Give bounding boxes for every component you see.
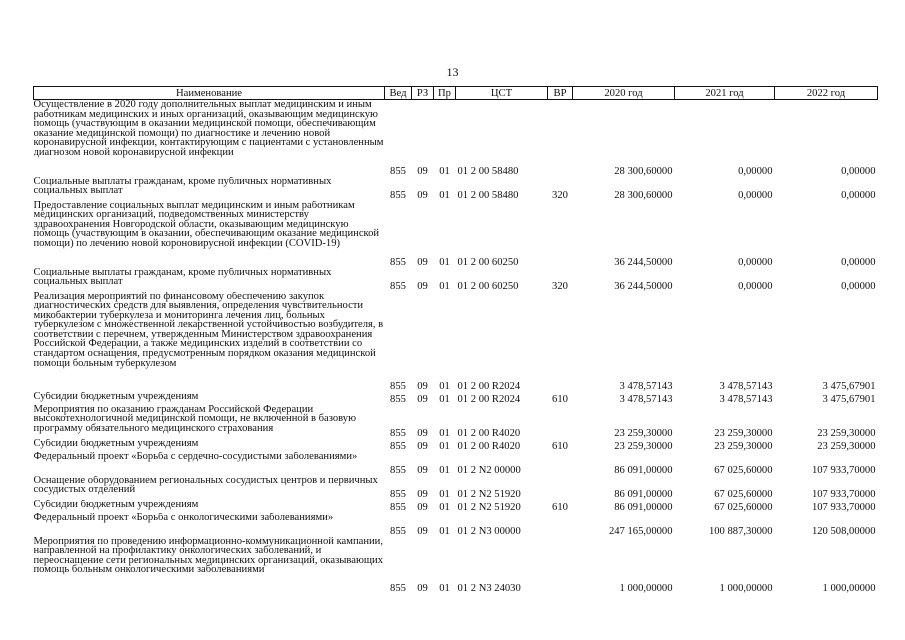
row-2021: 23 259,30000 [714, 440, 773, 452]
row-pr: 01 [439, 501, 450, 513]
row-cst: 01 2 00 60250 [457, 280, 519, 292]
row-2021: 0,00000 [738, 256, 773, 268]
row-ved: 855 [390, 488, 406, 500]
row-cst: 01 2 N2 51920 [457, 501, 521, 513]
row-ved: 855 [390, 380, 406, 392]
table-header-row [34, 87, 878, 100]
row-cst: 01 2 N3 24030 [457, 582, 521, 594]
row-ved: 855 [390, 165, 406, 177]
row-2021: 67 025,60000 [714, 501, 773, 513]
row-rz: 09 [417, 256, 428, 268]
table-row [34, 500, 878, 513]
row-name: Реализация мероприятий по финансовому обеспечению закупок диагностических средств для выявления, определения чувствительности микобактерии туберкулеза и мониторинга лечения лиц, больных туберкулезом с множественной лекарственной устойчивостью возбудителя, в соответствии с перечнем, утвержденным Министерством здравоохранения Российской Федерации, а также медицинских изделий в соответствии со стандартом оснащения, предусмотренным порядком оказания медицинской помощи больным туберкулезом [33, 291, 384, 369]
row-vr [548, 201, 573, 268]
row-ved: 855 [390, 440, 406, 452]
row-pr: 01 [439, 488, 450, 500]
row-2020: 86 091,00000 [614, 501, 673, 513]
row-2020: 23 259,30000 [614, 427, 673, 439]
header-2020: 2020 год [573, 87, 675, 100]
row-pr: 01 [439, 280, 450, 292]
row-cst: 01 2 00 R4020 [457, 440, 521, 452]
row-vr: 320 [552, 189, 568, 201]
row-vr [548, 452, 573, 476]
row-2022: 3 475,67901 [822, 380, 876, 392]
budget-table [33, 86, 878, 594]
row-vr [548, 100, 573, 177]
row-2022: 0,00000 [841, 280, 876, 292]
row-2020: 28 300,60000 [614, 189, 673, 201]
row-2021: 0,00000 [738, 165, 773, 177]
row-ved: 855 [390, 427, 406, 439]
row-2020: 3 478,57143 [619, 393, 673, 405]
header-cst: ЦСТ [456, 87, 548, 100]
row-2022: 0,00000 [841, 256, 876, 268]
row-2021: 3 478,57143 [719, 393, 773, 405]
row-name: Федеральный проект «Борьба с сердечно-сосудистыми заболеваниями» [33, 451, 358, 462]
table-row [34, 100, 878, 177]
header-name: Наименование [34, 87, 385, 100]
row-rz: 09 [417, 427, 428, 439]
header-rz: РЗ [412, 87, 434, 100]
row-cst: 01 2 00 R2024 [457, 380, 521, 392]
row-pr: 01 [439, 440, 450, 452]
table-row [34, 201, 878, 268]
row-rz: 09 [417, 464, 428, 476]
row-ved: 855 [390, 501, 406, 513]
table-row [34, 537, 878, 594]
row-name: Мероприятия по проведению информационно-коммуникационной кампании, направленной на профилактику онкологических заболеваний, и переоснащение сети региональных медицинских организаций, оказывающих помощь больным онкологическими заболеваниями [33, 536, 384, 576]
row-2022: 107 933,70000 [811, 488, 876, 500]
table-row [34, 268, 878, 292]
table-row [34, 452, 878, 476]
row-2020: 1 000,00000 [619, 582, 673, 594]
row-name: Субсидии бюджетным учреждениям [33, 499, 199, 510]
header-2022: 2022 год [775, 87, 878, 100]
row-rz: 09 [417, 280, 428, 292]
row-name: Субсидии бюджетным учреждениям [33, 391, 199, 402]
row-name: Предоставление социальных выплат медицинским и иным работникам медицинских организаций, подведомственных министерству здравоохранения Новгородской области, оказывающим медицинскую помощь (участвующим в оказании, обеспечивающим оказание медицинской помощи) по лечению новой короновирусной инфекции (COVID-19) [33, 200, 380, 249]
row-2020: 247 165,00000 [608, 525, 673, 537]
row-2021: 1 000,00000 [719, 582, 773, 594]
row-name: Субсидии бюджетным учреждениям [33, 438, 199, 449]
row-2020: 3 478,57143 [619, 380, 673, 392]
row-rz: 09 [417, 165, 428, 177]
row-name: Осуществление в 2020 году дополнительных выплат медицинским и иным работникам медицинских и иных организаций, оказывающим медицинскую помощь (участвующим в оказании медицинской помощи, обеспечивающим оказание медицинской помощи) по диагностике и лечению новой коронавирусной инфекции, контактирующим с пациентами с установленным диагнозом новой коронавирусной инфекции [33, 99, 384, 158]
row-rz: 09 [417, 501, 428, 513]
row-2021: 0,00000 [738, 189, 773, 201]
row-2020: 28 300,60000 [614, 165, 673, 177]
row-2020: 86 091,00000 [614, 464, 673, 476]
row-vr [548, 476, 573, 500]
row-2022: 23 259,30000 [817, 440, 876, 452]
table-row [34, 476, 878, 500]
row-pr: 01 [439, 380, 450, 392]
row-2020: 23 259,30000 [614, 440, 673, 452]
row-2021: 0,00000 [738, 280, 773, 292]
row-cst: 01 2 N2 51920 [457, 488, 521, 500]
row-pr: 01 [439, 256, 450, 268]
row-pr: 01 [439, 165, 450, 177]
row-2021: 3 478,57143 [719, 380, 773, 392]
row-name: Социальные выплаты гражданам, кроме публичных нормативных социальных выплат [33, 267, 332, 288]
row-ved: 855 [390, 525, 406, 537]
row-2020: 86 091,00000 [614, 488, 673, 500]
row-2022: 3 475,67901 [822, 393, 876, 405]
header-vr: ВР [548, 87, 573, 100]
header-ved: Вед [385, 87, 412, 100]
row-cst: 01 2 00 60250 [457, 256, 519, 268]
row-vr [548, 513, 573, 537]
row-cst: 01 2 N3 00000 [457, 525, 521, 537]
row-cst: 01 2 N2 00000 [457, 464, 521, 476]
row-vr: 610 [552, 393, 568, 405]
row-2022: 107 933,70000 [811, 464, 876, 476]
row-2022: 1 000,00000 [822, 582, 876, 594]
row-rz: 09 [417, 488, 428, 500]
row-2022: 23 259,30000 [817, 427, 876, 439]
row-rz: 09 [417, 189, 428, 201]
row-ved: 855 [390, 464, 406, 476]
header-pr: Пр [434, 87, 456, 100]
row-2020: 36 244,50000 [614, 256, 673, 268]
row-2022: 0,00000 [841, 165, 876, 177]
row-cst: 01 2 00 R2024 [457, 393, 521, 405]
header-2021: 2021 год [675, 87, 775, 100]
row-ved: 855 [390, 280, 406, 292]
row-rz: 09 [417, 525, 428, 537]
row-pr: 01 [439, 582, 450, 594]
row-rz: 09 [417, 380, 428, 392]
table-row [34, 405, 878, 439]
row-cst: 01 2 00 R4020 [457, 427, 521, 439]
row-2021: 67 025,60000 [714, 488, 773, 500]
row-pr: 01 [439, 427, 450, 439]
row-cst: 01 2 00 58480 [457, 165, 519, 177]
row-vr: 610 [552, 501, 568, 513]
row-ved: 855 [390, 256, 406, 268]
row-pr: 01 [439, 393, 450, 405]
row-pr: 01 [439, 464, 450, 476]
row-name: Мероприятия по оказанию гражданам Российской Федерации высокотехнологичной медицинской помощи, не включенной в базовую программу обязательного медицинского страхования [33, 404, 357, 434]
row-2021: 67 025,60000 [714, 464, 773, 476]
row-2022: 120 508,00000 [811, 525, 876, 537]
row-2021: 100 887,30000 [708, 525, 773, 537]
row-ved: 855 [390, 189, 406, 201]
row-vr: 320 [552, 280, 568, 292]
table-row [34, 177, 878, 201]
row-name: Федеральный проект «Борьба с онкологическими заболеваниями» [33, 512, 334, 523]
row-pr: 01 [439, 189, 450, 201]
row-vr [548, 292, 573, 392]
row-name: Социальные выплаты гражданам, кроме публичных нормативных социальных выплат [33, 176, 332, 197]
row-name: Оснащение оборудованием региональных сосудистых центров и первичных сосудистых отделений [33, 475, 378, 496]
row-2020: 36 244,50000 [614, 280, 673, 292]
table-row [34, 292, 878, 392]
row-cst: 01 2 00 58480 [457, 189, 519, 201]
row-2022: 107 933,70000 [811, 501, 876, 513]
row-vr: 610 [552, 440, 568, 452]
table-row [34, 392, 878, 405]
row-ved: 855 [390, 582, 406, 594]
row-2021: 23 259,30000 [714, 427, 773, 439]
row-rz: 09 [417, 582, 428, 594]
row-pr: 01 [439, 525, 450, 537]
page-number: 13 [446, 65, 459, 79]
row-vr [548, 537, 573, 594]
table-row [34, 439, 878, 452]
row-ved: 855 [390, 393, 406, 405]
row-2022: 0,00000 [841, 189, 876, 201]
row-rz: 09 [417, 440, 428, 452]
row-vr [548, 405, 573, 439]
table-row [34, 513, 878, 537]
row-rz: 09 [417, 393, 428, 405]
